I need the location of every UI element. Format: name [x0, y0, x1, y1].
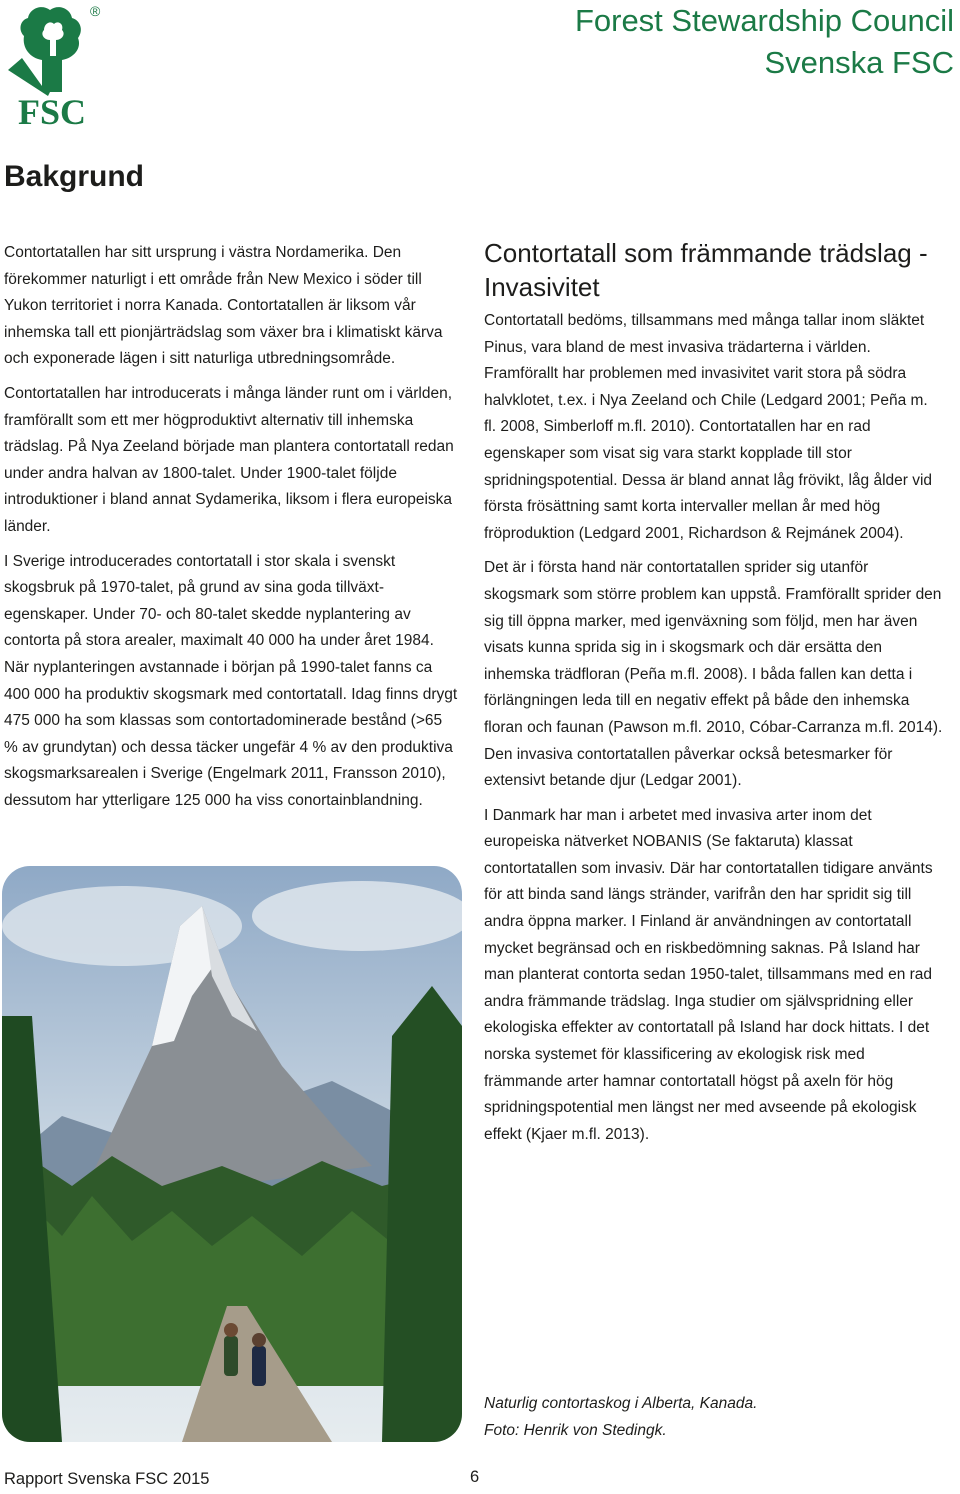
photo-caption	[484, 1390, 944, 1444]
svg-text:®: ®	[90, 3, 101, 19]
right-paragraph: Contortatall bedöms, tillsammans med många tallar inom släktet Pinus, vara bland de mest invasiva trädarterna i världen. Framförallt har problemen med invasivitet varit stora på södra halvklotet, t.ex. i Nya Zeeland och Chile (Ledgard 2001; Peña m. fl. 2008, Simberloff m.fl. 2010). Contortatallen har en rad egenskaper som visat sig vara starkt kopplade till stor spridningspotential. Dessa är bland annat låg frövikt, låg ålder vid första frösättning samt korta intervaller mellan år med hög fröproduktion (Ledgard 2001, Richardson & Rejmánek 2004).	[484, 312, 933, 542]
right-paragraph: Det är i första hand när contortatallen sprider sig utanför skogsmark som större problem kan uppstå. Framförallt sprider den sig till öppna marker, med igenväxning som följd, men har även visats kunna sprida sig in i skogsmark och där ersätta den inhemska trädfloran (Peña m.fl. 2008). I båda fallen kan detta i förlängningen leda till en negativ effekt på både den inhemska floran och faunan (Pawson m.fl. 2010, Cóbar-Carranza m.fl. 2014). Den invasiva contortatallen påverkar också betesmarker för extensivt betande djur (Ledgar 2001).	[484, 559, 943, 790]
page-title: Bakgrund	[4, 160, 145, 193]
caption-line-2: Foto: Henrik von Stedingk.	[484, 1422, 667, 1439]
organization-name	[575, 0, 954, 84]
svg-text:FSC: FSC	[18, 92, 87, 132]
left-paragraph: I Sverige introducerades contortatall i stor skala i svenskt skogsbruk på 1970-talet, på grund av sina goda tillväxt-egenskaper. Under 70- och 80-talet skedde nyplantering av contorta på stora arealer, maximalt 40 000 ha under året 1984. När nyplanteringen avstannade i början på 1990-talet fanns ca 400 000 ha produktiv skogsmark med contortatall. Idag finns drygt 475 000 ha som klassas som contortadominerade bestånd (>65 % av grundytan) och dessa täcker ungefär 4 % av den produktiva skogsmarksarealen i Sverige (Engelmark 2011, Fransson 2010), dessutom har ytterligare 125 000 ha viss conortainblandning.	[4, 552, 458, 809]
right-column	[484, 308, 944, 1156]
right-paragraph: I Danmark har man i arbetet med invasiva arter inom det europeiska nätverket NOBANIS (Se faktaruta) klassat contortatallen som invasiv. Där har contortatallen tidigare använts för att binda sand längs stränder, varifrån den har spridit sig till andra öppna marker. I Finland är användningen av contortatall mycket begränsad och en riskbedömning saknas. På Island har man planterat contorta sedan 1950-talet, tillsammans med en rad andra främmande trädslag. Inga studier om självspridning eller ekologiska effekter av contortatall på Island har dock hittats. I det norska systemet för klassificering av ekologisk risk med främmande arter hamnar contortatall högst på axeln för hög spridningspotential men längst ner med avseende på ekologisk effekt (Kjaer m.fl. 2013).	[484, 806, 933, 1143]
section-heading: Contortatall som främmande trädslag - Invasivitet	[484, 238, 928, 302]
mountain-forest-trail-photo	[2, 866, 462, 1442]
org-name-line-2: Svenska FSC	[764, 45, 954, 80]
footer-report-title: Rapport Svenska FSC 2015	[4, 1470, 210, 1488]
landscape-illustration	[2, 866, 462, 1442]
left-paragraph: Contortatallen har introducerats i många länder runt om i världen, framförallt som ett mer högproduktivt alternativ till inhemska trädslag. På Nya Zeeland började man plantera contortatall redan under andra halvan av 1800-talet. Under 1900-talet följde introduktioner i bland annat Sydamerika, liksom i flera europeiska länder.	[4, 384, 454, 535]
org-name-line-1: Forest Stewardship Council	[574, 3, 954, 38]
page-number: 6	[470, 1468, 480, 1486]
fsc-logo	[0, 0, 112, 132]
left-column	[4, 240, 460, 822]
fsc-tree-checkmark-icon	[0, 0, 112, 132]
caption-line-1: Naturlig contortaskog i Alberta, Kanada.	[484, 1395, 758, 1412]
left-paragraph: Contortatallen har sitt ursprung i västra Nordamerika. Den förekommer naturligt i ett område från New Mexico i söder till Yukon territoriet i norra Kanada. Contortatallen är liksom vår inhemska tall ett pionjärträdslag som växer bra i klimatiskt kärva och exponerade lägen i sitt naturliga utbredningsområde.	[4, 244, 443, 368]
